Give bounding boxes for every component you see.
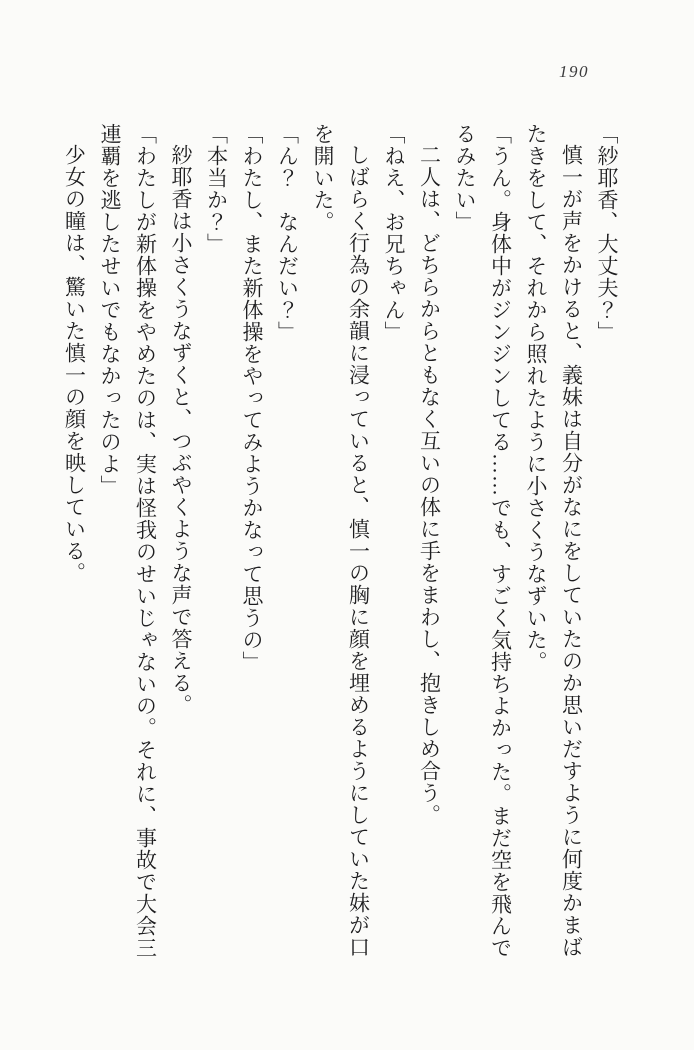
paragraph: 「ん？ なんだい？」: [275, 123, 300, 343]
vertical-text-block: [54, 123, 624, 960]
paragraph: 慎一が声をかけると、義妹は自分がなにをしていたのか思いだすように何度かまばたきをして、それから照れたように小さくうなずいた。: [524, 123, 584, 958]
paragraph: 少女の瞳は、驚いた慎一の顔を映している。: [62, 144, 87, 584]
paragraph: 「わたし、また新体操をやってみようかなって思うの」: [240, 123, 264, 673]
paragraph: 「本当か？」: [204, 123, 229, 255]
paragraph: 紗耶香は小さくうなずくと、つぶやくような声で答える。: [169, 144, 193, 716]
paragraph: しばらく行為の余韻に浸っていると、慎一の胸に顔を埋めるようにしていた妹が口を開いた。: [311, 123, 371, 958]
paragraph: 「ねえ、お兄ちゃん」: [382, 123, 406, 343]
paragraph: 「うん。身体中がジンジンしてる……でも、すごく気持ちよかった。まだ空を飛んでるみたい」: [453, 123, 513, 959]
paragraph: 二人は、どちらからともなく互いの体に手をまわし、抱きしめ合う。: [417, 144, 442, 826]
paragraph: 「わたしが新体操をやめたのは、実は怪我のせいじゃないの。それに、事故で大会三連覇を逃したせいでもなかったのよ」: [98, 123, 158, 959]
paragraph: 「紗耶香、大丈夫？」: [595, 123, 619, 343]
page-number: 190: [559, 62, 589, 81]
